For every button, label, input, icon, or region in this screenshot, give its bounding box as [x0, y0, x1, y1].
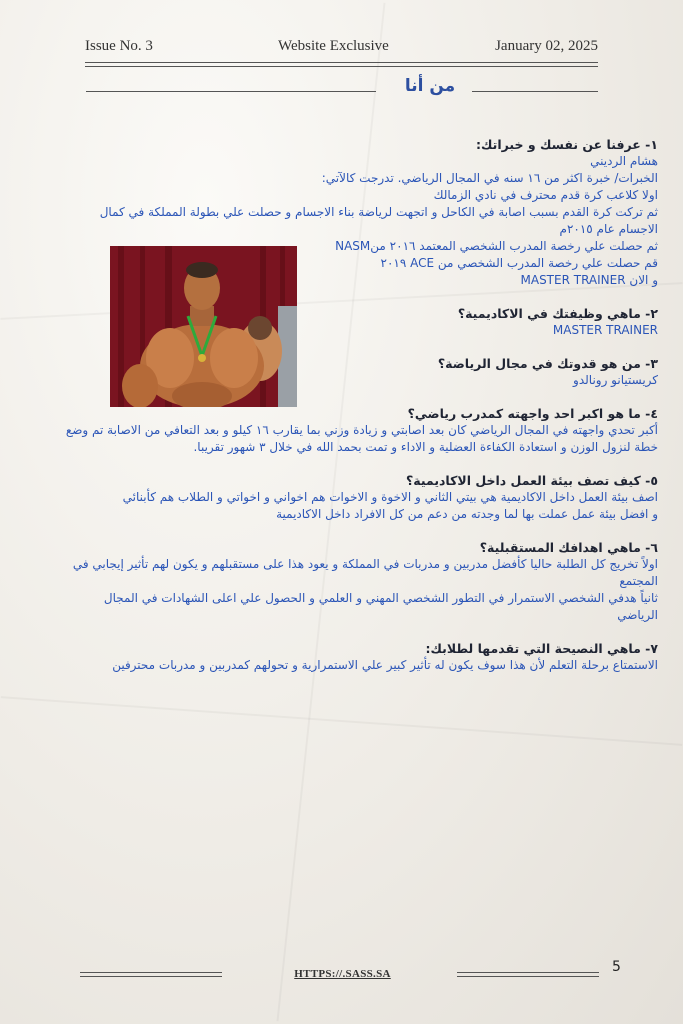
question-4: ٤- ما هو اكبر احد واجهته كمدرب رياضي؟	[407, 406, 658, 421]
footer-rule-right	[457, 976, 599, 977]
answer-line: MASTER TRAINER	[552, 323, 658, 337]
question-1: ١- عرفنا عن نفسك و خبراتك:	[476, 137, 658, 152]
answer-line: كريستيانو رونالدو	[573, 373, 658, 387]
issue-number: Issue No. 3	[85, 38, 153, 54]
header-rule	[85, 66, 598, 67]
answer-line: اصف بيئة العمل داخل الاكاديمية هي بيتي الثاني و الاخوة و الاخوات هم اخواني و اخواتي و الطلاب هم كأبنائي	[122, 490, 658, 504]
issue-date: January 02, 2025	[495, 38, 598, 54]
answer-line: اولاً تخريج كل الطلبة حاليا كأفضل مدربين و مدربات في المملكة و يعود هذا على مستقبلهم و يكون لهم تأثير إيجابي في المجتمع	[72, 557, 658, 588]
answer-line: قم حصلت علي رخصة المدرب الشخصي من ACE ٢٠١٩	[380, 256, 658, 270]
header-rule	[85, 62, 598, 63]
footer-rule-right	[457, 972, 599, 973]
answer-line: أكبر تحدي واجهته في المجال الرياضي كان بعد اصابتي و زيادة وزني بما يقارب ١٦ كيلو و بعد التعافي من الاصابة تم وضع خطة لنزول الوزن و استعادة الكفاءة العضلية و الاداء و تمت بحمد الله في خلال ٣ شهور تقريبا.	[65, 423, 658, 454]
section-label: Website Exclusive	[278, 38, 389, 54]
footer-rule-left	[80, 976, 222, 977]
interview-content	[62, 136, 658, 674]
question-6: ٦- ماهي اهدافك المستقبلية؟	[479, 540, 658, 555]
answer-line: ثانياً هدفي الشخصي الاستمرار في التطور الشخصي المهني و العلمي و الحصول علي اعلى الشهادات في المجال الرياضي	[103, 591, 658, 622]
answer-line: و افضل بيئة عمل عملت بها لما وجدته من دعم من كل الافراد داخل الاكاديمية	[276, 507, 658, 521]
question-3: ٣- من هو قدوتك في مجال الرياضة؟	[437, 356, 658, 371]
answer-line: هشام الرديني	[590, 154, 658, 168]
answer-line: و الان MASTER TRAINER	[520, 273, 658, 287]
page-number: 5	[612, 959, 621, 975]
answer-line: ثم تركت كرة القدم بسبب اصابة في الكاحل و اتجهت لرياضة بناء الاجسام و حصلت علي بطولة المملكة في كمال الاجسام عام ٢٠١٥م	[99, 205, 658, 236]
question-2: ٢- ماهي وظيفتك في الاكاديمية؟	[457, 306, 658, 321]
page-header	[85, 38, 598, 58]
page-title: من أنا	[404, 76, 456, 96]
answer-line: الاستمتاع برحلة التعلم لأن هذا سوف يكون له تأثير كبير علي الاستمرارية و تحولهم كمدربين و مدربات محترفين	[112, 658, 658, 672]
title-rule-right	[472, 91, 598, 92]
title-row	[0, 76, 683, 102]
answer-line: الخبرات/ خبرة اكثر من ١٦ سنه في المجال الرياضي. تدرجت كالآتي:	[321, 171, 658, 185]
answer-line: اولا كلاعب كرة قدم محترف في نادي الزمالك	[433, 188, 658, 202]
paper-crease	[1, 696, 682, 746]
question-5: ٥- كيف تصف بيئة العمل داخل الاكاديمية؟	[406, 473, 658, 488]
website-link[interactable]: HTTPS://.SASS.SA	[294, 968, 391, 980]
footer-rule-left	[80, 972, 222, 973]
answer-line: ثم حصلت علي رخصة المدرب الشخصي المعتمد ٢٠١٦ منNASM	[335, 239, 658, 253]
question-7: ٧- ماهي النصيحة التي تقدمها لطلابك:	[425, 641, 658, 656]
title-rule-left	[86, 91, 376, 92]
